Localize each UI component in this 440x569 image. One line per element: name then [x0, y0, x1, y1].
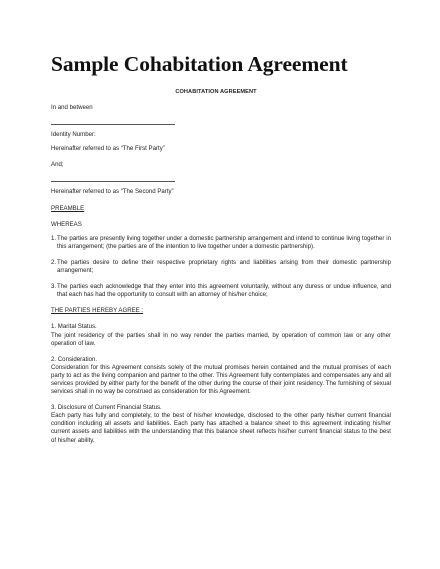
identity-number-label: Identity Number: [51, 131, 96, 139]
whereas-item-text: The parties desire to define their respective proprietary rights and liabilities arising from their domestic partnership arrangement; [57, 258, 391, 275]
second-party-text: Hereinafter referred to as “The Second Party” [51, 188, 174, 196]
clause [51, 323, 391, 347]
second-party-name-blank [51, 173, 175, 182]
in-between-text: In and between [51, 104, 93, 112]
whereas-item-text: The parties are presently living together under a domestic partnership arrangement and intend to continue living together in this arrangement; (the parties are of the intention to live together under a domestic partnership). [57, 234, 391, 250]
clause-heading: 1. Marital Status. [51, 323, 97, 331]
agree-heading: THE PARTIES HEREBY AGREE : [51, 307, 144, 315]
document-body [51, 88, 391, 445]
clause-heading: 2. Consideration. [51, 355, 98, 363]
whereas-item-number: 2. [51, 258, 57, 266]
whereas-heading: WHEREAS [51, 220, 82, 228]
whereas-item-text: The parties each acknowledge that they enter into this agreement voluntarily, without any duress or undue influence, and that each has had the opportunity to consult with an attorney of his/her choice; [57, 283, 391, 299]
clause [51, 356, 391, 396]
whereas-item-number: 1. [51, 234, 57, 242]
clause-text: Consideration for this Agreement consists solely of the mutual promises herein contained and the mutual promises of each party to act as the living companion and partner to the other. This Agreement fully contemplates and compensates any and all services provided by either party for the benefit of the other during the course of their joint residency. The furnishing of sexual services shall in no way be construed as consideration for this Agreement. [51, 363, 391, 396]
whereas-item [51, 283, 391, 299]
first-party-name-blank [51, 116, 175, 125]
clause-heading: 3. Disclosure of Current Financial Status. [51, 404, 162, 412]
preamble-heading: PREAMBLE [51, 204, 85, 212]
agreement-heading: COHABITATION AGREEMENT [175, 89, 257, 95]
clause [51, 404, 391, 444]
first-party-text: Hereinafter referred to as “The First Party” [51, 145, 165, 153]
whereas-item-number: 3. [51, 283, 57, 291]
clause-text: The joint residency of the parties shall in no way render the parties married, by operation of common law or any other operation of law. [51, 331, 391, 347]
clause-text: Each party has fully and completely, to the best of his/her knowledge, disclosed to the other party his/her current financial condition including all assets and liabilities. Each party has attached a balance sheet to this agreement indicating his/her current assets and liabilities with the understanding that this balance sheet reflects his/her current financial status to the best of his/her ability. [51, 412, 391, 444]
whereas-item [51, 235, 391, 251]
and-text: And; [51, 161, 64, 169]
document-title: Sample Cohabitation Agreement [51, 52, 348, 76]
whereas-item [51, 259, 391, 275]
